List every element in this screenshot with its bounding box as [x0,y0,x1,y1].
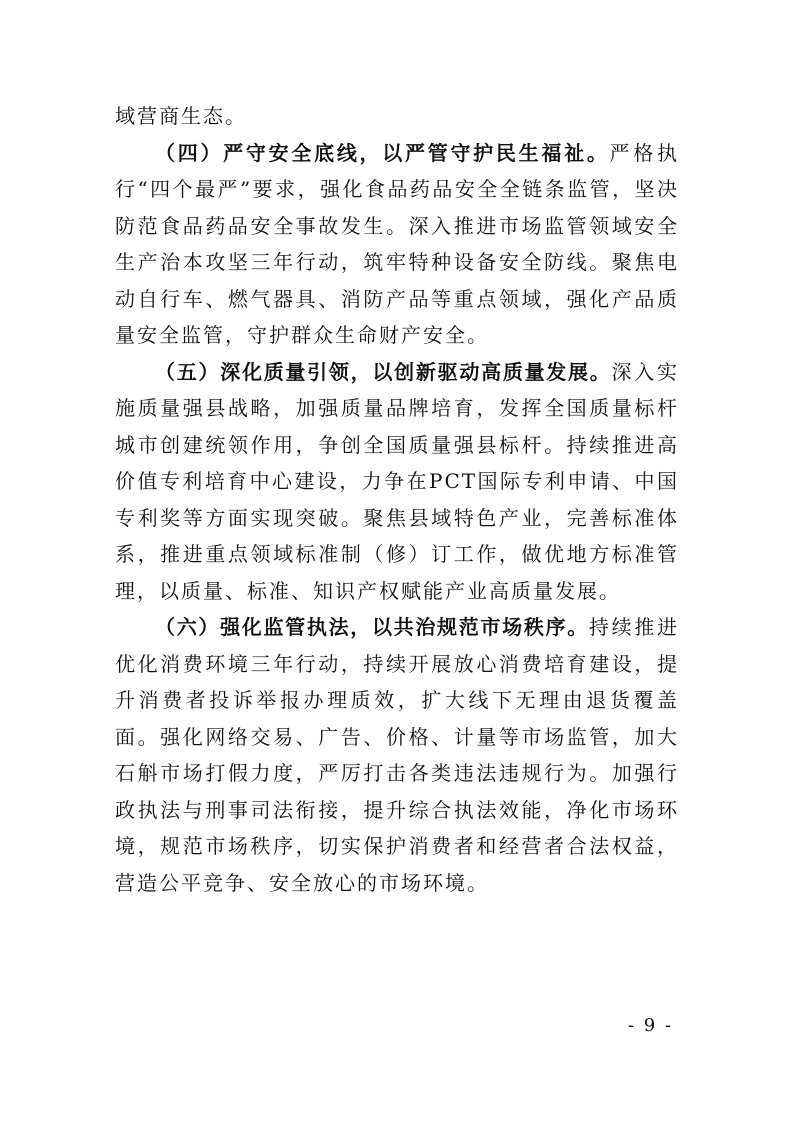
section-heading: （四）严守安全底线，以严管守护民生福祉。 [155,140,610,165]
paragraph-text: 域营商生态。 [115,104,247,128]
paragraph-continuation [115,98,679,135]
paragraph-section-4 [115,135,679,354]
paragraph-text: 深入实施质量强县战略，加强质量品牌培育，发挥全国质量标杆城市创建统领作用，争创全国质量强县标杆。持续推进高价值专利培育中心建设，力争在PCT国际专利申请、中国专利奖等方面实现突破。聚焦县域特色产业，完善标准体系，推进重点领域标准制（修）订工作，做优地方标准管理，以质量、标准、知识产权赋能产业高质量发展。 [115,359,680,603]
paragraph-text: 严格执行“四个最严”要求，强化食品药品安全全链条监管，坚决防范食品药品安全事故发生。深入推进市场监管领域安全生产治本攻坚三年行动，筑牢特种设备安全防线。聚焦电动自行车、燃气器具、消防产品等重点领域，强化产品质量安全监管，守护群众生命财产安全。 [115,140,680,347]
body-text [115,98,679,901]
section-heading: （六）强化监管执法，以共治规范市场秩序。 [155,615,589,639]
paragraph-text: 持续推进优化消费环境三年行动，持续开展放心消费培育建设，提升消费者投诉举报办理质效，扩大线下无理由退货覆盖面。强化网络交易、广告、价格、计量等市场监管，加大石斛市场打假力度，严厉打击各类违法违规行为。加强行政执法与刑事司法衔接，提升综合执法效能，净化市场环境，规范市场秩序，切实保护消费者和经营者合法权益，营造公平竞争、安全放心的市场环境。 [115,615,680,895]
page-number: - 9 - [628,1015,674,1036]
section-heading: （五）深化质量引领，以创新驱动高质量发展。 [155,359,612,384]
paragraph-section-5 [115,354,679,610]
paragraph-section-6 [115,609,679,901]
